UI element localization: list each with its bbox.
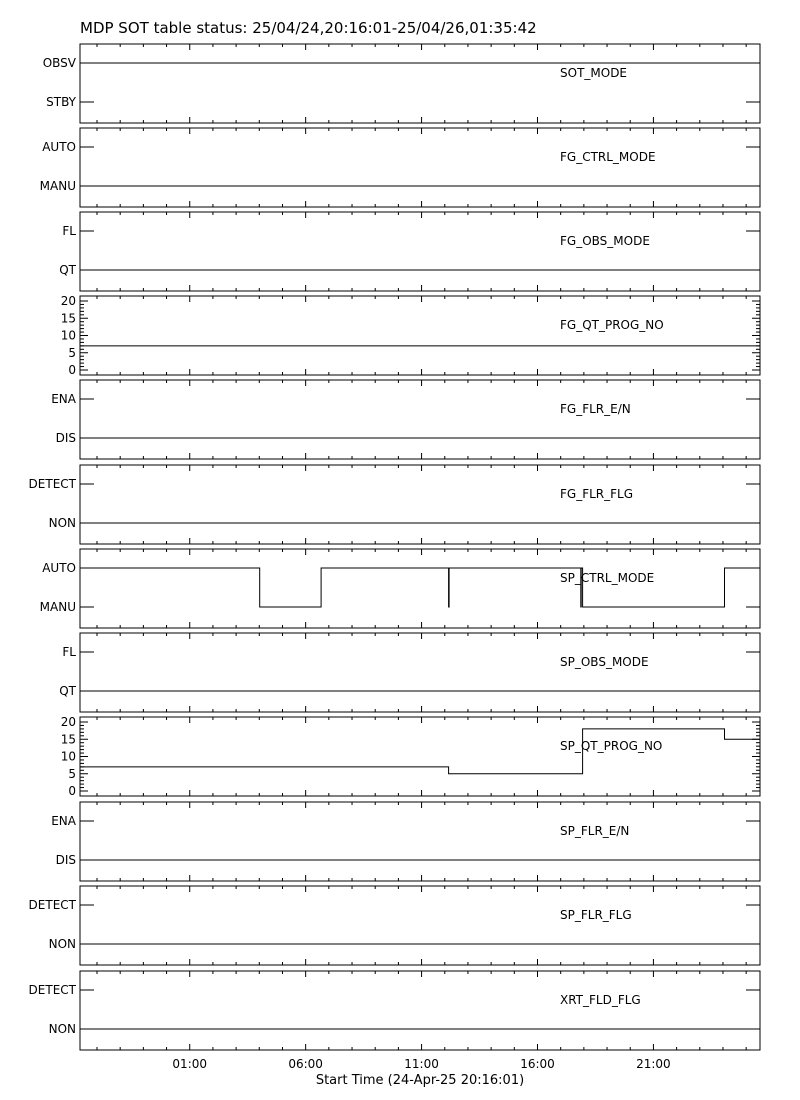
panel-frame [80, 44, 760, 123]
y-state-label: ENA [51, 814, 76, 828]
x-tick-label: 01:00 [172, 1057, 208, 1071]
y-state-label: DETECT [28, 477, 76, 491]
y-tick-label: 5 [68, 345, 76, 360]
panel-sp-flr-flg [29, 886, 760, 965]
y-tick-label: 20 [60, 715, 76, 729]
panel-fg-flr-e-n [51, 380, 760, 459]
panel-label: FG_FLR_E/N [560, 402, 631, 416]
y-tick-label: 5 [68, 766, 76, 781]
x-axis [172, 1057, 670, 1071]
x-tick-label: 06:00 [288, 1057, 323, 1071]
chart-title: MDP SOT table status: 25/04/24,20:16:01-25/04/26,01:35:42 [80, 19, 537, 37]
panel-frame [80, 380, 760, 459]
y-state-label: NON [48, 516, 76, 530]
y-state-label: ENA [51, 392, 76, 406]
y-tick-label: 0 [68, 784, 76, 798]
panel-frame [80, 128, 760, 207]
y-state-label: NON [48, 937, 76, 951]
panel-label: FG_CTRL_MODE [560, 150, 656, 164]
y-state-label: AUTO [42, 561, 76, 575]
panel-frame [80, 549, 760, 628]
panel-frame [80, 633, 760, 712]
panel-label: XRT_FLD_FLG [560, 993, 641, 1007]
series-line [80, 568, 760, 607]
panel-label: FG_QT_PROG_NO [560, 318, 664, 332]
x-tick-label: 16:00 [520, 1057, 555, 1071]
y-tick-label: 20 [60, 294, 76, 308]
panel-label: SOT_MODE [560, 66, 628, 80]
y-tick-label: 15 [60, 732, 76, 747]
panel-sp-qt-prog-no [61, 715, 760, 798]
panel-sp-ctrl-mode [40, 549, 760, 628]
panel-xrt-fld-flg [29, 971, 760, 1050]
y-state-label: MANU [39, 600, 76, 614]
y-state-label: FL [62, 645, 76, 659]
y-state-label: FL [62, 224, 76, 238]
panel-sp-flr-e-n [51, 802, 760, 881]
y-tick-label: 0 [68, 363, 76, 377]
y-state-label: OBSV [42, 56, 76, 70]
panel-frame [80, 212, 760, 291]
panels [29, 44, 760, 1050]
y-state-label: MANU [39, 179, 76, 193]
y-state-label: STBY [46, 95, 76, 109]
panel-frame [80, 886, 760, 965]
panel-label: SP_FLR_FLG [560, 908, 632, 922]
x-axis-title: Start Time (24-Apr-25 20:16:01) [315, 1073, 525, 1088]
panel-label: SP_QT_PROG_NO [560, 739, 663, 753]
panel-fg-ctrl-mode [40, 128, 760, 207]
panel-label: SP_CTRL_MODE [560, 571, 655, 585]
panel-frame [80, 971, 760, 1050]
panel-sp-obs-mode [59, 633, 760, 712]
panel-frame [80, 802, 760, 881]
y-state-label: NON [48, 1022, 76, 1036]
y-state-label: DETECT [28, 983, 76, 997]
panel-label: SP_OBS_MODE [560, 655, 649, 669]
panel-fg-obs-mode [59, 212, 760, 291]
panel-frame [80, 465, 760, 544]
y-state-label: DETECT [28, 898, 76, 912]
x-tick-label: 21:00 [636, 1057, 671, 1071]
panel-fg-flr-flg [29, 465, 760, 544]
y-tick-label: 10 [60, 328, 76, 343]
y-state-label: AUTO [42, 140, 76, 154]
panel-label: SP_FLR_E/N [560, 824, 630, 838]
y-state-label: DIS [55, 853, 76, 867]
y-tick-label: 15 [60, 311, 76, 326]
panel-fg-qt-prog-no [61, 294, 760, 377]
panel-frame [80, 296, 760, 375]
y-tick-label: 10 [60, 749, 76, 764]
x-tick-label: 11:00 [404, 1057, 439, 1071]
y-state-label: QT [59, 684, 76, 698]
panel-sot-mode [43, 44, 760, 123]
panel-label: FG_FLR_FLG [560, 487, 634, 501]
y-state-label: DIS [55, 431, 76, 445]
panel-label: FG_OBS_MODE [560, 234, 650, 248]
y-state-label: QT [59, 263, 76, 277]
